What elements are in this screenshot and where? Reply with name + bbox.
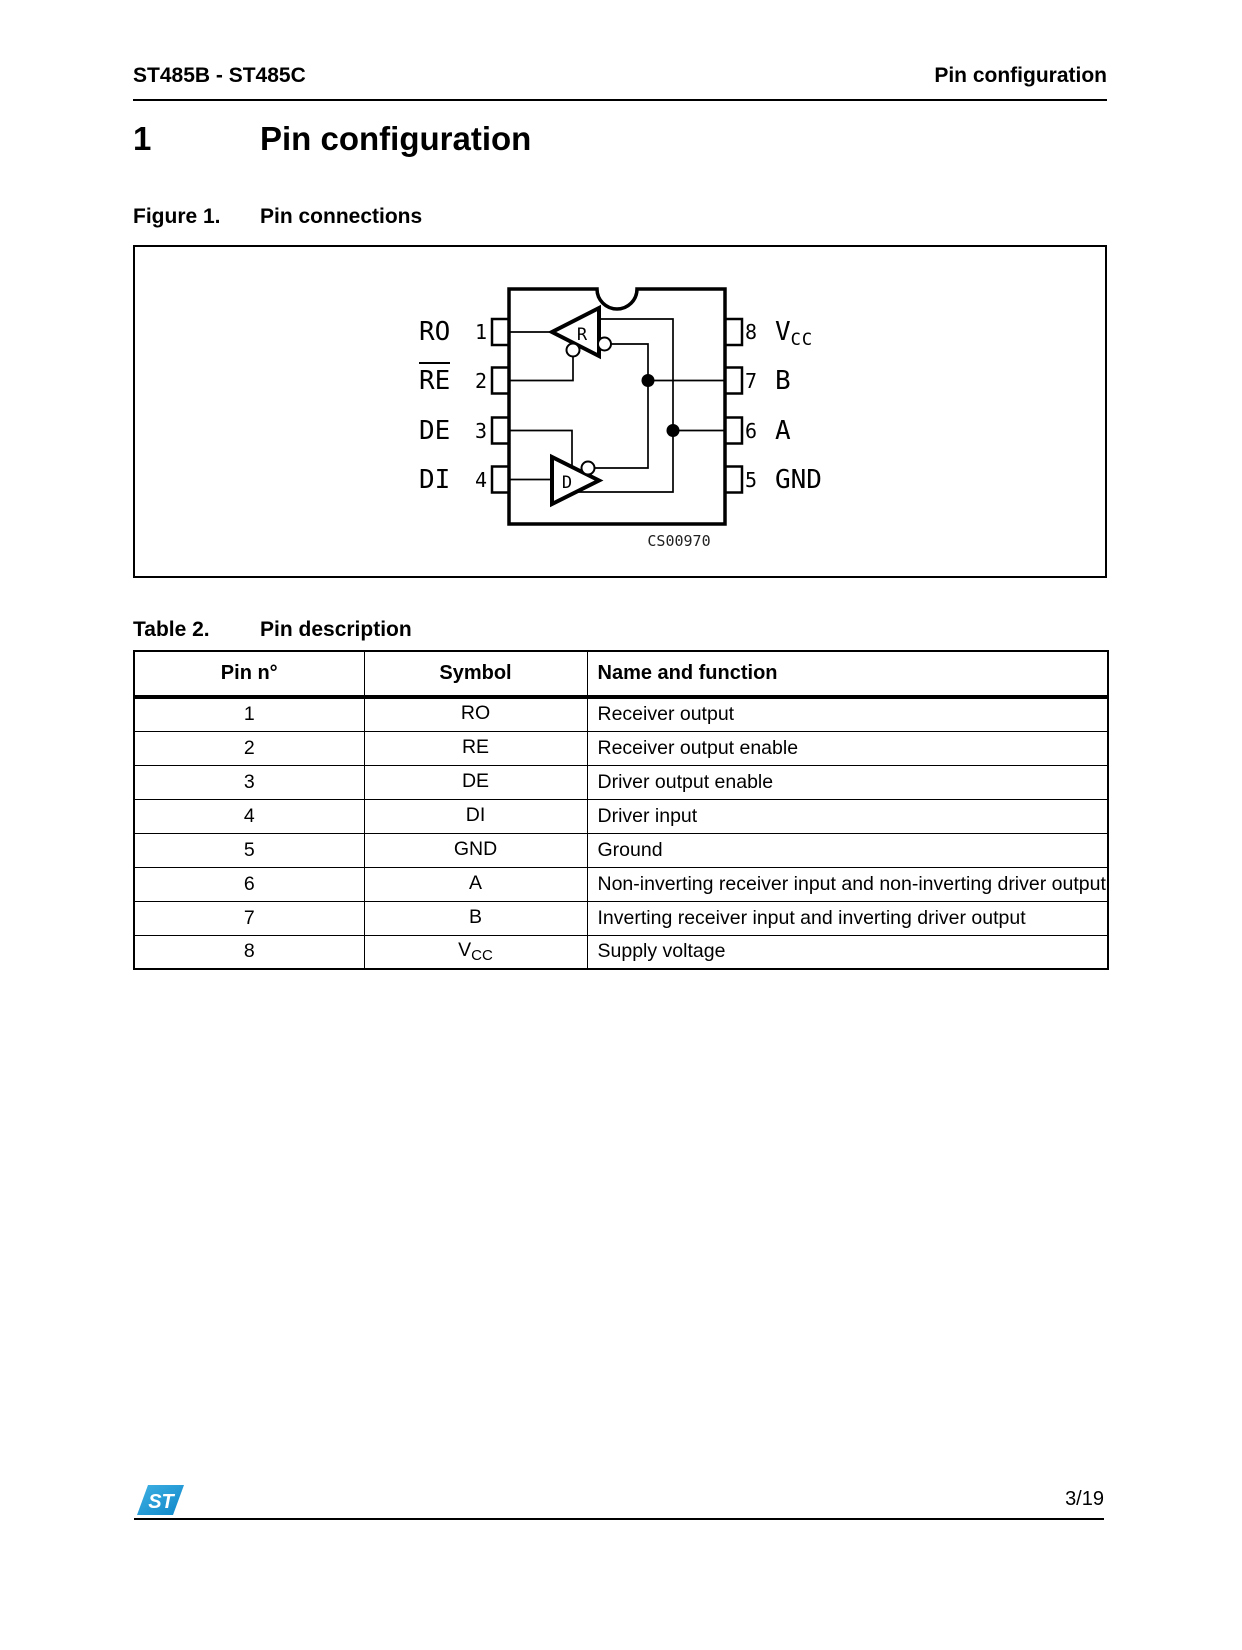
pin-symbol-cell: DI bbox=[364, 799, 587, 833]
junction-dot-a bbox=[667, 424, 680, 437]
receiver-inverting-input-bubble bbox=[598, 338, 611, 351]
figure-title: Pin connections bbox=[260, 205, 423, 228]
receiver-letter: R bbox=[576, 325, 588, 345]
table-row bbox=[134, 731, 1108, 765]
pin-symbol-cell: $V_{CC}$ bbox=[364, 935, 587, 969]
pin-function-cell: Inverting receiver input and inverting driver output bbox=[587, 901, 1108, 935]
section-heading bbox=[133, 120, 1107, 162]
package-outline bbox=[509, 289, 725, 524]
pin-description-table bbox=[133, 650, 1109, 970]
pin-function-cell: Ground bbox=[587, 833, 1108, 867]
pin-symbol-cell: B bbox=[364, 901, 587, 935]
pin-label-left: DE bbox=[419, 416, 451, 446]
driver-inverting-output-bubble bbox=[582, 462, 595, 475]
ic-pin-diagram bbox=[135, 247, 1105, 576]
drawing-code: CS00970 bbox=[647, 532, 711, 550]
driver-letter: D bbox=[561, 473, 573, 493]
junction-dot-b bbox=[642, 374, 655, 387]
pin-symbol-cell: A bbox=[364, 867, 587, 901]
pin-box-5 bbox=[725, 467, 742, 493]
header-part-number: ST485B - ST485C bbox=[133, 64, 306, 87]
pin-box-8 bbox=[725, 319, 742, 345]
pin-box-1 bbox=[492, 319, 509, 345]
pin-number-cell: 6 bbox=[134, 867, 364, 901]
pin-symbol-cell: GND bbox=[364, 833, 587, 867]
table-row bbox=[134, 697, 1108, 731]
pin-label-right: VCC bbox=[775, 317, 814, 350]
col-header-symbol: Symbol bbox=[364, 651, 587, 697]
pin-box-3 bbox=[492, 418, 509, 444]
pin-function-cell: Receiver output enable bbox=[587, 731, 1108, 765]
pin-number-left: 3 bbox=[474, 419, 487, 443]
table-title: Pin description bbox=[260, 618, 412, 641]
table-header bbox=[134, 651, 1108, 697]
pin-number-cell: 7 bbox=[134, 901, 364, 935]
table-row bbox=[134, 833, 1108, 867]
figure-label: Figure 1. bbox=[133, 205, 221, 228]
pin-function-cell: Driver input bbox=[587, 799, 1108, 833]
pin-number-cell: 2 bbox=[134, 731, 364, 765]
pin-number-left: 4 bbox=[474, 468, 487, 492]
table-row bbox=[134, 765, 1108, 799]
pin-function-cell: Driver output enable bbox=[587, 765, 1108, 799]
pin-symbol-cell: DE bbox=[364, 765, 587, 799]
table-row bbox=[134, 799, 1108, 833]
pin-number-cell: 3 bbox=[134, 765, 364, 799]
pin-label-right: B bbox=[775, 366, 791, 396]
pin-number-right: 8 bbox=[745, 320, 758, 344]
pin-label-left: RO bbox=[419, 317, 451, 347]
page-number: 3/19 bbox=[1065, 1488, 1104, 1510]
table-row bbox=[134, 935, 1108, 969]
table-caption bbox=[133, 618, 1107, 644]
pin-box-2 bbox=[492, 368, 509, 394]
receiver-enable-bubble bbox=[567, 344, 580, 357]
pin-symbol-cell: RO bbox=[364, 697, 587, 731]
section-number: 1 bbox=[133, 120, 152, 157]
pin-number-cell: 8 bbox=[134, 935, 364, 969]
pin-symbol-cell: RE bbox=[364, 731, 587, 765]
footer-rule bbox=[134, 1518, 1104, 1520]
col-header-pin: Pin n° bbox=[134, 651, 364, 697]
pin-function-cell: Receiver output bbox=[587, 697, 1108, 731]
pin-table-body bbox=[134, 697, 1108, 969]
pin-function-cell: Supply voltage bbox=[587, 935, 1108, 969]
pin-function-cell: Non-inverting receiver input and non-inverting driver output bbox=[587, 867, 1108, 901]
pin-number-cell: 1 bbox=[134, 697, 364, 731]
wire-b-bus bbox=[595, 344, 648, 468]
section-title: Pin configuration bbox=[260, 120, 532, 157]
pin-label-right: GND bbox=[775, 465, 822, 495]
pin-label-left: RE bbox=[419, 362, 450, 396]
figure-box bbox=[133, 245, 1107, 578]
pin-box-7 bbox=[725, 368, 742, 394]
header-section-name: Pin configuration bbox=[934, 64, 1107, 87]
pin-label-left: DI bbox=[419, 465, 451, 495]
st-logo-text: ST bbox=[148, 1491, 174, 1513]
wire-re bbox=[509, 357, 573, 381]
figure-caption bbox=[133, 205, 1107, 231]
pin-number-right: 7 bbox=[745, 369, 758, 393]
pin-number-right: 5 bbox=[745, 468, 758, 492]
pin-number-left: 2 bbox=[474, 369, 487, 393]
header-rule bbox=[133, 99, 1107, 101]
pin-number-cell: 5 bbox=[134, 833, 364, 867]
table-label: Table 2. bbox=[133, 618, 210, 641]
pin-box-4 bbox=[492, 467, 509, 493]
table-row bbox=[134, 901, 1108, 935]
table-row bbox=[134, 867, 1108, 901]
internal-wires bbox=[509, 319, 725, 492]
pin-number-cell: 4 bbox=[134, 799, 364, 833]
pin-number-right: 6 bbox=[745, 419, 758, 443]
pin-box-6 bbox=[725, 418, 742, 444]
pin-number-left: 1 bbox=[474, 320, 487, 344]
col-header-function: Name and function bbox=[587, 651, 1108, 697]
pin-boxes bbox=[492, 319, 742, 493]
pin-label-right: A bbox=[775, 416, 791, 446]
